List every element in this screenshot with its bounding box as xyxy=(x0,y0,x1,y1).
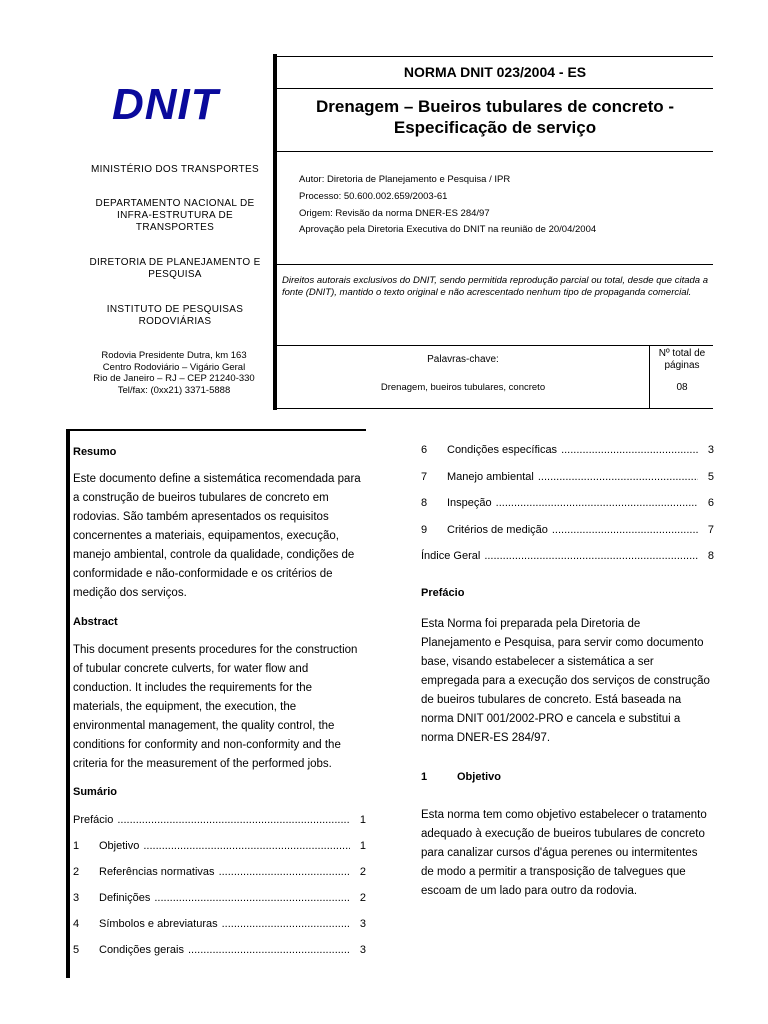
text-line: of tubular concrete culverts, for water flow and xyxy=(73,663,309,675)
header-rule xyxy=(277,264,713,265)
text-line: adequado à execução de bueiros tubulares de concreto xyxy=(421,828,705,840)
toc-page: 7 xyxy=(707,524,714,536)
toc-number: 6 xyxy=(421,444,428,456)
toc-item[interactable] xyxy=(421,524,714,536)
address-line: Tel/fax: (0xx21) 3371-5888 xyxy=(117,384,231,396)
toc-label: Prefácio xyxy=(73,814,114,826)
total-pages-label xyxy=(651,348,713,372)
toc-page: 3 xyxy=(707,444,714,456)
text-line: a construção de bueiros tubulares de concreto em xyxy=(73,492,329,504)
approval-line: Aprovação pela Diretoria Executiva do DNIT na reunião de 20/04/2004 xyxy=(299,224,597,235)
toc-item[interactable] xyxy=(73,944,366,956)
text-line: Esta norma tem como objetivo estabelecer o tratamento xyxy=(421,809,707,821)
toc-item[interactable] xyxy=(421,444,714,456)
toc-label: Condições gerais xyxy=(99,944,184,956)
toc-number: 9 xyxy=(421,524,428,536)
toc-item[interactable] xyxy=(421,497,714,509)
toc-page: 3 xyxy=(359,918,366,930)
text-line: concernentes a materiais, equipamentos, execução, xyxy=(73,530,339,542)
abstract-text xyxy=(73,641,366,774)
toc-number: 1 xyxy=(73,840,80,852)
title-line: Especificação de serviço xyxy=(393,118,597,137)
toc-item[interactable] xyxy=(73,892,366,904)
text-line: Planejamento e Pesquisa, para servir como documento xyxy=(421,637,704,649)
toc-number: 7 xyxy=(421,471,428,483)
prefacio-heading: Prefácio xyxy=(421,587,465,599)
text-line: Esta Norma foi preparada pela Diretoria de xyxy=(421,618,641,630)
ministry-name: MINISTÉRIO DOS TRANSPORTES xyxy=(90,164,259,175)
toc-item[interactable] xyxy=(73,840,366,852)
toc-item[interactable] xyxy=(73,814,366,826)
text-line: medição dos serviços. xyxy=(73,587,187,599)
toc-page: 2 xyxy=(359,866,366,878)
toc-label: Símbolos e abreviaturas xyxy=(99,918,218,930)
resumo-heading: Resumo xyxy=(73,446,117,458)
author-line: Autor: Diretoria de Planejamento e Pesquisa / IPR xyxy=(299,174,511,185)
norma-code: NORMA DNIT 023/2004 - ES xyxy=(403,64,587,80)
toc-label: Inspeção xyxy=(447,497,492,509)
pages-cell-divider xyxy=(649,345,650,409)
toc-number: 5 xyxy=(73,944,80,956)
toc-page: 8 xyxy=(707,550,714,562)
copyright-notice: Direitos autorais exclusivos do DNIT, sendo permitida reprodução parcial ou total, desde que citada a fonte (DNIT), mantido o texto original e não acrescentado nenhum tipo de propaganda comercial. xyxy=(282,275,708,298)
toc-item[interactable] xyxy=(73,866,366,878)
text-line: conformidade e não-conformidade e os critérios de xyxy=(73,568,333,580)
total-pages-label-line: páginas xyxy=(664,360,700,371)
sumario-heading: Sumário xyxy=(73,786,118,798)
text-line: manejo ambiental, controle da qualidade, condições de xyxy=(73,549,355,561)
objetivo-text xyxy=(421,806,714,901)
text-line: Este documento define a sistemática recomendada para xyxy=(73,473,361,485)
toc-page: 5 xyxy=(707,471,714,483)
toc-label: Manejo ambiental xyxy=(447,471,534,483)
text-line: environmental management, the quality control, the xyxy=(73,720,335,732)
objetivo-heading: Objetivo xyxy=(457,771,502,783)
toc-page: 1 xyxy=(359,840,366,852)
total-pages-label-line: Nº total de xyxy=(658,348,706,359)
text-line: This document presents procedures for the construction xyxy=(73,644,358,656)
text-line: empregada para a execução dos serviços de construção xyxy=(421,675,710,687)
origin-line: Origem: Revisão da norma DNER-ES 284/97 xyxy=(299,208,490,219)
directorate-name: DIRETORIA DE PLANEJAMENTO E PESQUISA xyxy=(89,257,261,280)
abstract-heading: Abstract xyxy=(73,616,118,628)
institute-name: INSTITUTO DE PESQUISAS RODOVIÁRIAS xyxy=(106,304,244,327)
text-line: materials, the equipment, the execution, the xyxy=(73,701,297,713)
text-line: rodovias. São também apresentados os requisitos xyxy=(73,511,329,523)
title-line: Drenagem – Bueiros tubulares de concreto - xyxy=(315,97,675,116)
text-line: base, visando estabelecer a sistemática a ser xyxy=(421,656,654,668)
dnit-logo: DNIT xyxy=(112,80,219,129)
toc-item[interactable] xyxy=(421,550,714,562)
toc-page: 6 xyxy=(707,497,714,509)
toc-label: Referências normativas xyxy=(99,866,215,878)
address-line: Centro Rodoviário – Vigário Geral xyxy=(102,361,246,373)
toc-page: 3 xyxy=(359,944,366,956)
text-line: norma DNER-ES 284/97. xyxy=(421,732,551,744)
toc-number: 2 xyxy=(73,866,80,878)
objetivo-number: 1 xyxy=(421,771,428,783)
toc-label: Condições específicas xyxy=(447,444,558,456)
header-rule-top xyxy=(277,56,713,57)
toc-page: 2 xyxy=(359,892,366,904)
toc-label: Critérios de medição xyxy=(447,524,548,536)
body-divider-vertical xyxy=(66,430,70,978)
header-rule xyxy=(277,151,713,152)
header-rule xyxy=(277,345,713,346)
toc-number: 3 xyxy=(73,892,80,904)
text-line: para canalizar cursos d'água perenes ou intermitentes xyxy=(421,847,698,859)
text-line: escoam de um lado para outro da rodovia. xyxy=(421,885,638,897)
toc-item[interactable] xyxy=(421,471,714,483)
toc-label: Objetivo xyxy=(99,840,140,852)
resumo-text xyxy=(73,470,366,603)
text-line: norma DNIT 001/2002-PRO e cancela e substitui a xyxy=(421,713,681,725)
body-rule-top xyxy=(66,429,366,431)
total-pages-value: 08 xyxy=(676,382,688,393)
toc-label: Definições xyxy=(99,892,151,904)
text-line: criteria for the measurement of the performed jobs. xyxy=(73,758,332,770)
keywords-label: Palavras-chave: xyxy=(427,354,499,365)
address-line: Rodovia Presidente Dutra, km 163 xyxy=(101,350,247,361)
document-title xyxy=(277,96,713,138)
text-line: conduction. It includes the requirements for the xyxy=(73,682,313,694)
address-block xyxy=(78,350,270,396)
header-rule-bottom xyxy=(277,408,713,409)
toc-number: 8 xyxy=(421,497,428,509)
toc-label: Índice Geral xyxy=(421,550,481,562)
address-line: Rio de Janeiro – RJ – CEP 21240-330 xyxy=(93,373,255,384)
toc-item[interactable] xyxy=(73,918,366,930)
text-line: conditions for conformity and non-conformity and the xyxy=(73,739,341,751)
text-line: de modo a permitir a transposição de talvegues que xyxy=(421,866,686,878)
keywords-value: Drenagem, bueiros tubulares, concreto xyxy=(380,382,546,393)
department-name: DEPARTAMENTO NACIONAL DE INFRA-ESTRUTURA DE TRANSPORTES xyxy=(95,198,255,233)
header-rule xyxy=(277,88,713,89)
process-line: Processo: 50.600.002.659/2003-61 xyxy=(299,191,448,202)
prefacio-text xyxy=(421,615,714,748)
toc-page: 1 xyxy=(359,814,366,826)
text-line: de bueiros tubulares de concreto. Está baseada na xyxy=(421,694,682,706)
toc-number: 4 xyxy=(73,918,80,930)
